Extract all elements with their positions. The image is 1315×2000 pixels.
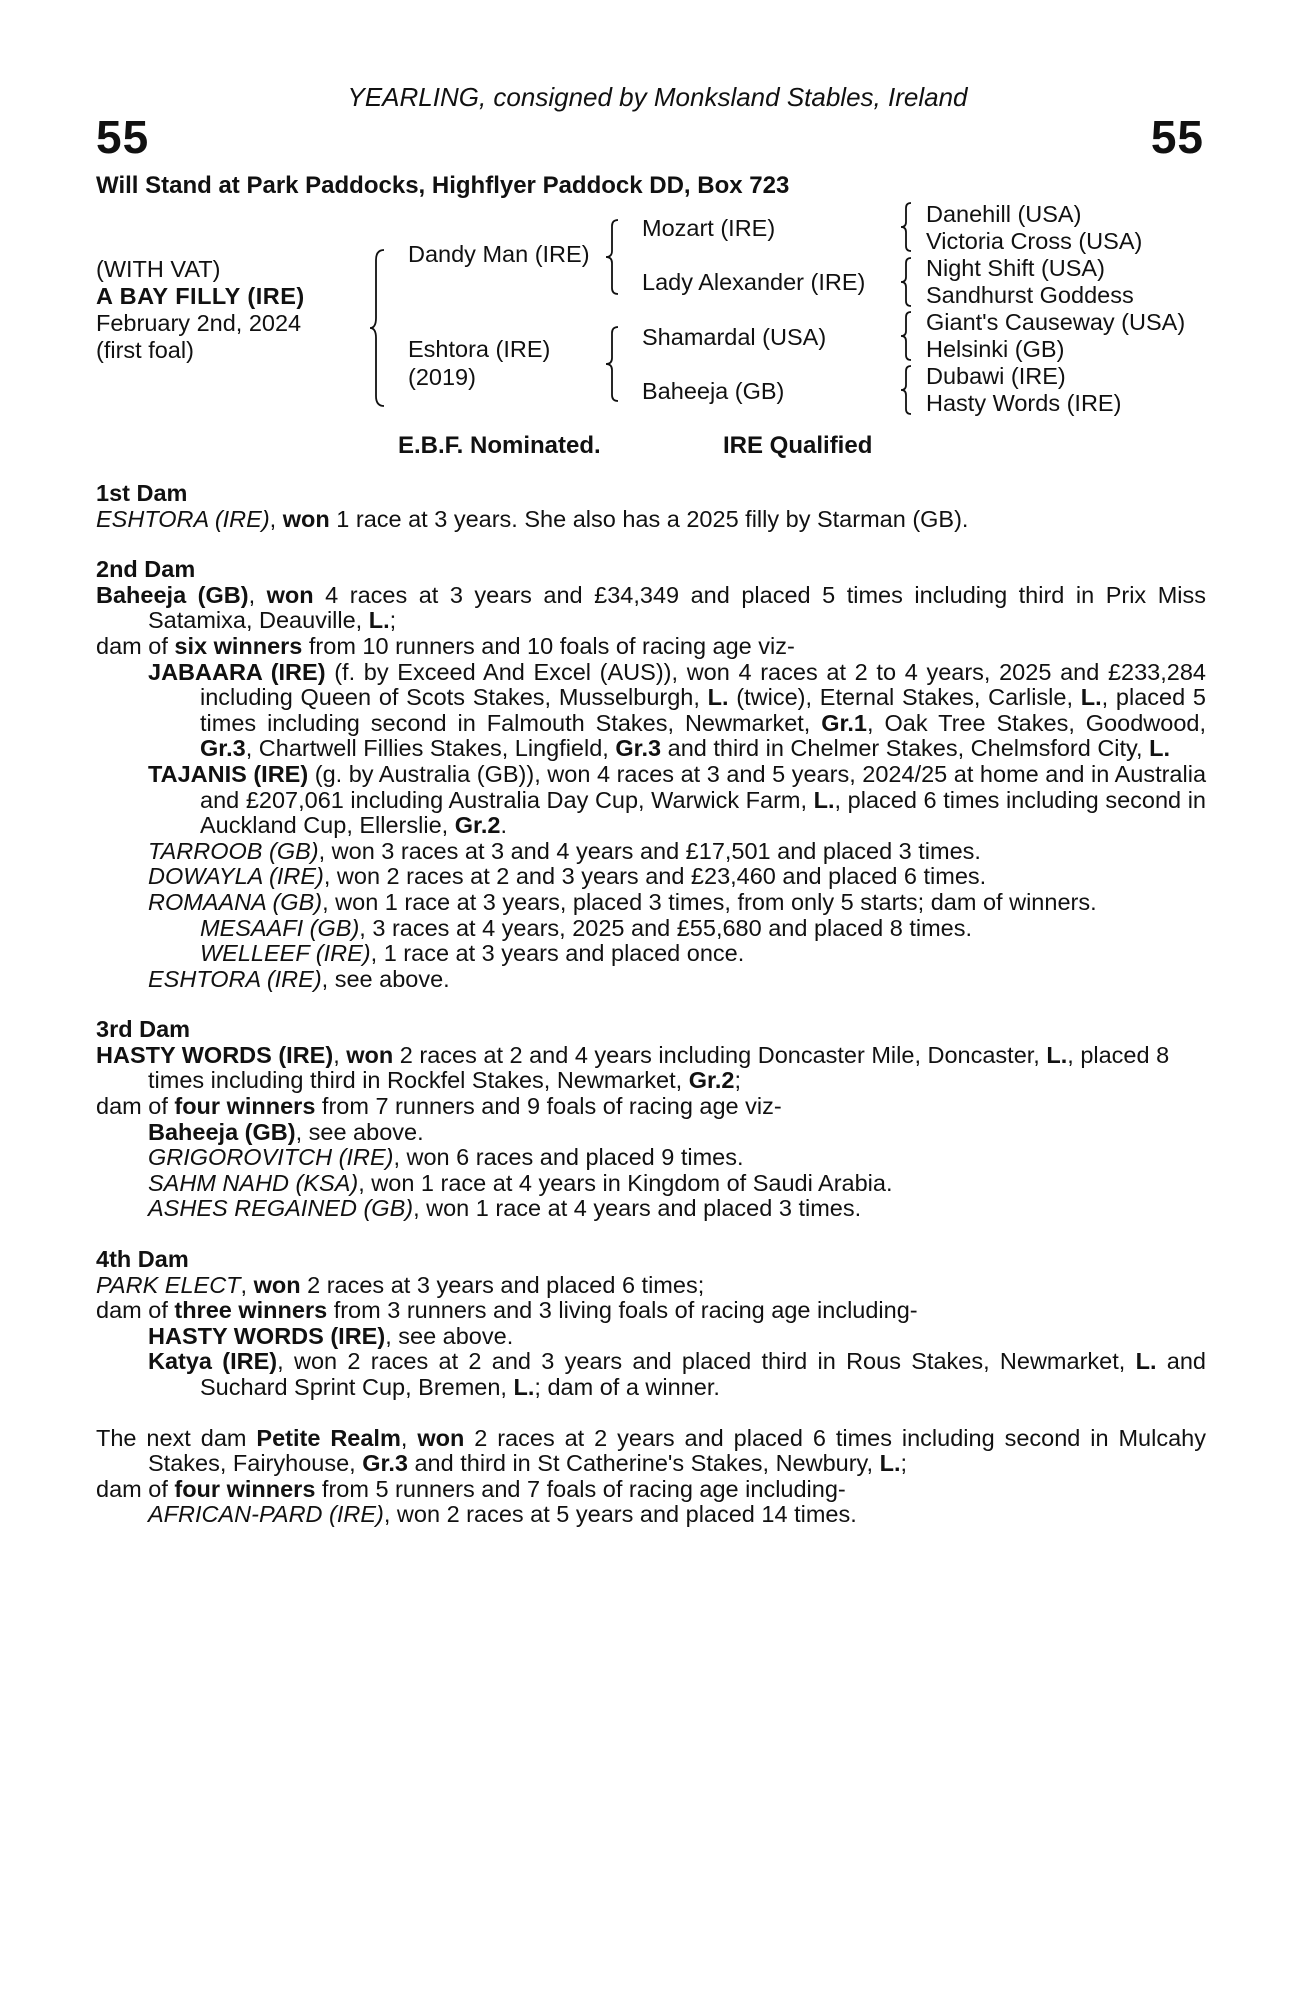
pedigree-gg-8: Hasty Words (IRE): [926, 390, 1122, 416]
pedigree-brace-main: [368, 248, 388, 408]
first-dam-section: [96, 481, 1206, 532]
pedigree-brace-g3: [898, 310, 914, 362]
progeny-entry: ESHTORA (IRE), see above.: [148, 965, 450, 992]
pedigree-dam: Eshtora (IRE): [408, 336, 551, 362]
dam-entry: ESHTORA (IRE), won 1 race at 3 years. She also has a 2025 filly by Starman (GB).: [96, 505, 969, 532]
progeny-entry: Katya (IRE), won 2 races at 2 and 3 years and placed third in Rous Stakes, Newmarket, L. and Suchard Sprint Cup, Bremen, L.; dam of a winner.: [148, 1348, 1206, 1400]
stand-info: Will Stand at Park Paddocks, Highflyer Paddock DD, Box 723: [96, 172, 790, 199]
section-heading: 1st Dam: [96, 480, 188, 506]
progeny-entry: AFRICAN-PARD (IRE), won 2 races at 5 years and placed 14 times.: [148, 1501, 857, 1528]
progeny-entry: SAHM NAHD (KSA), won 1 race at 4 years in Kingdom of Saudi Arabia.: [148, 1169, 893, 1196]
foal-note: (first foal): [96, 337, 194, 363]
dam-of-line: dam of three winners from 3 runners and 3 living foals of racing age including-: [96, 1297, 918, 1324]
pedigree-brace-g2: [898, 256, 914, 308]
pedigree-brace-sire: [604, 218, 622, 296]
progeny-entry: JABAARA (IRE) (f. by Exceed And Excel (AUS)), won 4 races at 2 to 4 years, 2025 and £233,284 including Queen of Scots Stakes, Musselburgh, L. (twice), Eternal Stakes, Carlisle, L., placed 5 times including second in Falmouth Stakes, Newmarket, Gr.1, Oak Tree Stakes, Goodwood, Gr.3, Chartwell Fillies Stakes, Lingfield, Gr.3 and third in Chelmer Stakes, Chelmsford City, L.: [148, 658, 1206, 762]
horse-name: A BAY FILLY (IRE): [96, 283, 305, 309]
pedigree-gg-4: Sandhurst Goddess: [926, 282, 1134, 308]
fourth-dam-section: [96, 1247, 1206, 1401]
progeny-entry: GRIGOROVITCH (IRE), won 6 races and placed 9 times.: [148, 1144, 744, 1171]
dam-entry: HASTY WORDS (IRE), won 2 races at 2 and 4 years including Doncaster Mile, Doncaster, L., placed 8 times including third in Rockfel Stakes, Newmarket, Gr.2;: [96, 1041, 1170, 1094]
pedigree-gg-1: Danehill (USA): [926, 201, 1082, 227]
progeny-entry: ROMAANA (GB), won 1 race at 3 years, placed 3 times, from only 5 starts; dam of winners.: [148, 888, 1097, 915]
ire-qualified: IRE Qualified: [723, 432, 873, 459]
pedigree-horse-info: [96, 256, 305, 364]
dam-of-line: dam of four winners from 7 runners and 9 foals of racing age viz-: [96, 1093, 782, 1120]
dam-entry: The next dam Petite Realm, won 2 races at 2 years and placed 6 times including second in Mulcahy Stakes, Fairyhouse, Gr.3 and third in St Catherine's Stakes, Newbury, L.;: [96, 1424, 1206, 1477]
grand-progeny-entry: WELLEEF (IRE), 1 race at 3 years and placed once.: [200, 940, 745, 967]
progeny-entry: Baheeja (GB), see above.: [148, 1118, 424, 1145]
progeny-entry: DOWAYLA (IRE), won 2 races at 2 and 3 years and £23,460 and placed 6 times.: [148, 863, 987, 890]
progeny-entry: TAJANIS (IRE) (g. by Australia (GB)), won 4 races at 3 and 5 years, 2024/25 at home and in Australia and £207,061 including Australia Day Cup, Warwick Farm, L., placed 6 times including second in Auckland Cup, Ellerslie, Gr.2.: [148, 760, 1207, 839]
third-dam-section: [96, 1017, 1206, 1222]
pedigree-gg-5: Giant's Causeway (USA): [926, 309, 1186, 335]
progeny-entry: TARROOB (GB), won 3 races at 3 and 4 years and £17,501 and placed 3 times.: [148, 837, 981, 864]
progeny-entry: HASTY WORDS (IRE), see above.: [148, 1322, 514, 1349]
section-heading: 3rd Dam: [96, 1016, 191, 1043]
dam-entry: Baheeja (GB), won 4 races at 3 years and £34,349 and placed 5 times including third in Prix Miss Satamixa, Deauville, L.;: [96, 581, 1206, 634]
pedigree-dam-year: (2019): [408, 364, 476, 390]
pedigree-sire: Dandy Man (IRE): [408, 241, 590, 267]
section-heading: 2nd Dam: [96, 556, 196, 583]
pedigree-gg-6: Helsinki (GB): [926, 336, 1065, 362]
pedigree-gg-2: Victoria Cross (USA): [926, 228, 1143, 254]
progeny-entry: ASHES REGAINED (GB), won 1 race at 4 years and placed 3 times.: [148, 1195, 862, 1222]
pedigree-gg-3: Night Shift (USA): [926, 255, 1105, 281]
catalogue-body: [96, 481, 1206, 1553]
grand-progeny-entry: MESAAFI (GB), 3 races at 4 years, 2025 and £55,680 and placed 8 times.: [200, 914, 973, 941]
catalogue-subtitle: YEARLING, consigned by Monksland Stables, Ireland: [347, 82, 968, 112]
pedigree-dam-dam: Baheeja (GB): [642, 378, 785, 404]
lot-number-left: 55: [96, 111, 150, 163]
second-dam-section: [96, 557, 1206, 992]
dam-of-line: dam of six winners from 10 runners and 10 foals of racing age viz-: [96, 632, 795, 659]
pedigree-gg-7: Dubawi (IRE): [926, 363, 1066, 389]
ebf-nominated: E.B.F. Nominated.: [398, 432, 601, 459]
pedigree-brace-dam: [604, 325, 622, 403]
next-dam-section: [96, 1426, 1206, 1528]
foaling-date: February 2nd, 2024: [96, 310, 302, 336]
pedigree-brace-g1: [898, 201, 914, 253]
pedigree-sire-sire: Mozart (IRE): [642, 215, 776, 241]
lot-number-right: 55: [1150, 111, 1204, 163]
pedigree-dam-sire: Shamardal (USA): [642, 324, 827, 350]
pedigree-brace-g4: [898, 364, 914, 416]
pedigree-sire-dam: Lady Alexander (IRE): [642, 269, 866, 295]
dam-entry: PARK ELECT, won 2 races at 3 years and placed 6 times;: [96, 1271, 705, 1298]
section-heading: 4th Dam: [96, 1246, 189, 1273]
vat-note: (WITH VAT): [96, 256, 221, 282]
dam-of-line: dam of four winners from 5 runners and 7 foals of racing age including-: [96, 1475, 846, 1502]
